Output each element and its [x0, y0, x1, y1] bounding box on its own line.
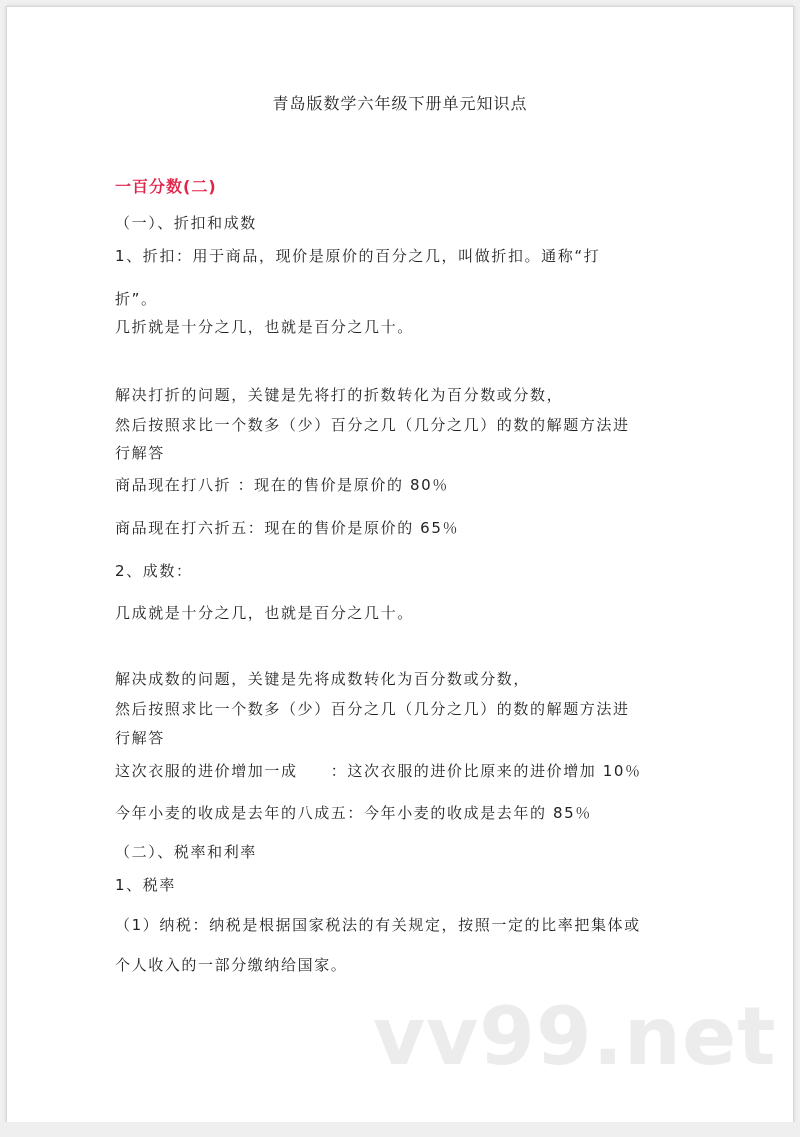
section-heading-discount: （一）、折扣和成数 [115, 214, 257, 232]
tax-definition-line2: 个人收入的一部分缴纳给国家。 [115, 956, 348, 974]
chengshu-example-1: 这次衣服的进价增加一成 ：这次衣服的进价比原来的进价增加 10％ [115, 762, 642, 780]
bottom-page-edge [0, 1122, 800, 1137]
tax-heading: 1、税率 [115, 876, 176, 894]
discount-definition-line2: 折”。 [115, 290, 158, 308]
discount-method-line3: 行解答 [115, 444, 165, 462]
discount-tenths-text: 几折就是十分之几，也就是百分之几十。 [115, 318, 414, 336]
page-title: 青岛版数学六年级下册单元知识点 [272, 94, 528, 113]
discount-method-line2: 然后按照求比一个数多（少）百分之几（几分之几）的数的解题方法进 [115, 416, 630, 434]
chengshu-method-line1: 解决成数的问题，关键是先将成数转化为百分数或分数， [115, 670, 531, 688]
unit-heading: 一百分数(二) [115, 177, 217, 196]
watermark: vv99.net [373, 990, 777, 1083]
document-page [6, 6, 794, 1132]
chengshu-heading: 2、成数： [115, 562, 193, 580]
discount-definition-line1: 1、折扣：用于商品，现价是原价的百分之几，叫做折扣。通称“打 [115, 247, 601, 265]
discount-method-line1: 解决打折的问题，关键是先将打的折数转化为百分数或分数， [115, 386, 564, 404]
chengshu-example-2: 今年小麦的收成是去年的八成五：今年小麦的收成是去年的 85％ [115, 804, 592, 822]
chengshu-definition: 几成就是十分之几，也就是百分之几十。 [115, 604, 414, 622]
section-heading-tax-interest: （二）、税率和利率 [115, 843, 257, 861]
discount-example-1: 商品现在打八折 ：现在的售价是原价的 80％ [115, 476, 449, 494]
chengshu-method-line3: 行解答 [115, 729, 165, 747]
discount-example-2: 商品现在打六折五：现在的售价是原价的 65％ [115, 519, 460, 537]
tax-definition-line1: （1）纳税：纳税是根据国家税法的有关规定，按照一定的比率把集体或 [115, 916, 641, 934]
chengshu-method-line2: 然后按照求比一个数多（少）百分之几（几分之几）的数的解题方法进 [115, 700, 630, 718]
